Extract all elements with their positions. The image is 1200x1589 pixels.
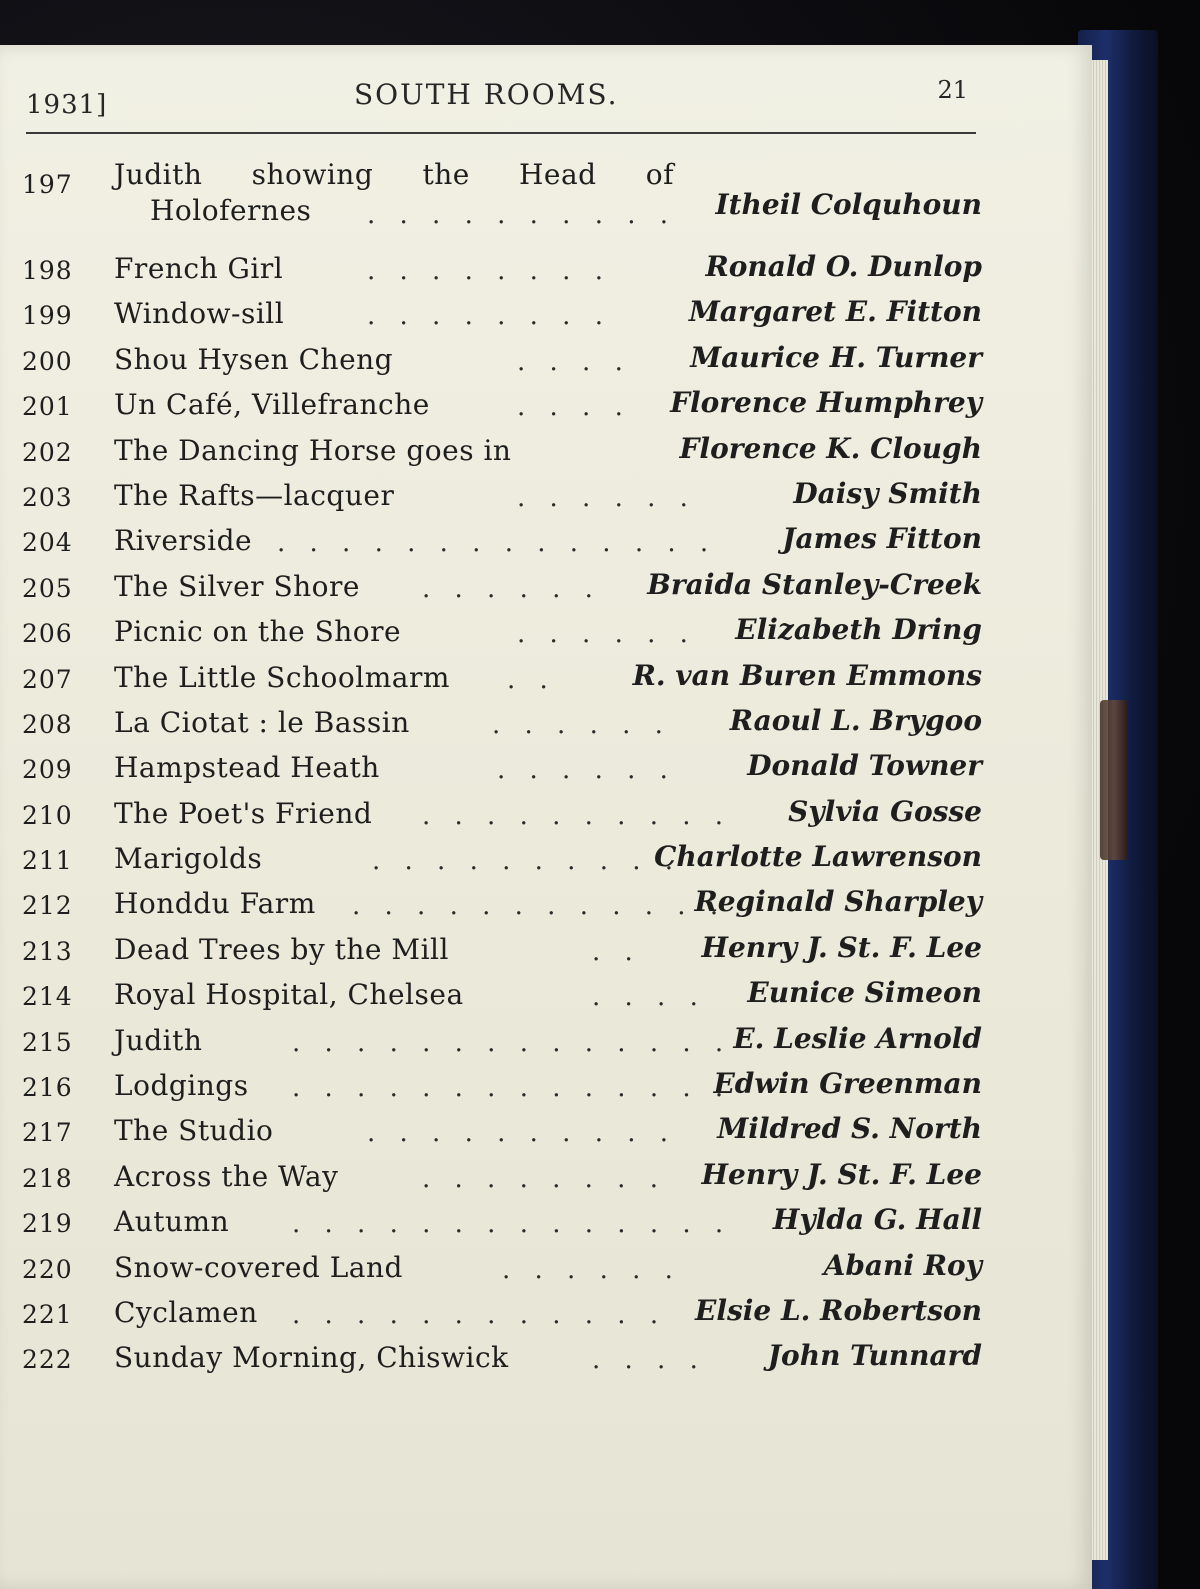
entry-artist: Ronald O. Dunlop <box>705 250 982 283</box>
entry-artist: Sylvia Gosse <box>788 794 982 828</box>
list-item <box>22 1292 982 1337</box>
list-item <box>22 1201 982 1246</box>
entry-title: Royal Hospital, Chelsea <box>114 978 464 1012</box>
entry-title: Judith showing the Head of <box>114 158 674 191</box>
dot-leaders: . . . . . . . . . . . . . . <box>292 1073 732 1104</box>
list-item <box>22 747 982 792</box>
dot-leaders: . . . . . . . . . . . . . . <box>292 1027 732 1058</box>
list-item <box>22 1247 982 1292</box>
entry-title: Window-sill <box>114 297 285 331</box>
list-item <box>22 883 982 928</box>
dot-leaders: . . . . . . . . . . <box>372 846 682 877</box>
entry-artist: Eunice Simeon <box>747 976 982 1010</box>
dot-leaders: . . . . . . . . . . <box>367 200 677 230</box>
dot-leaders: . . . . . . . . . . . . <box>352 891 727 922</box>
page-number: 21 <box>937 76 968 104</box>
list-item <box>22 974 982 1019</box>
entry-number: 197 <box>22 170 73 199</box>
entry-title-continued: Holofernes <box>150 194 312 227</box>
entry-number: 212 <box>22 891 73 921</box>
list-item <box>22 838 982 883</box>
list-item <box>22 1156 982 1201</box>
entry-number: 200 <box>22 346 73 376</box>
entry-number: 204 <box>22 528 73 558</box>
entry-artist: Elsie L. Robertson <box>695 1293 982 1327</box>
entry-number: 201 <box>22 392 73 422</box>
dot-leaders: . . . . . . . . . . . . . . <box>277 528 717 559</box>
entry-title: Lodgings <box>114 1069 249 1103</box>
list-item <box>22 158 982 248</box>
list-item <box>22 293 982 338</box>
entry-number: 202 <box>22 437 73 467</box>
entry-artist: Hylda G. Hall <box>772 1203 982 1237</box>
entry-number: 213 <box>22 936 73 966</box>
entry-number: 222 <box>22 1345 73 1375</box>
entry-title: Shou Hysen Cheng <box>114 342 394 376</box>
entry-title: Autumn <box>114 1205 230 1239</box>
dot-leaders: . . . . . . . . <box>422 1163 666 1194</box>
dot-leaders: . . . . . . <box>492 709 671 740</box>
entry-artist: Daisy Smith <box>793 476 982 510</box>
entry-artist: Mildred S. North <box>717 1112 982 1146</box>
dot-leaders: . . <box>507 664 556 695</box>
entry-title: The Silver Shore <box>114 569 360 603</box>
entry-number: 208 <box>22 709 73 739</box>
entry-title: Marigolds <box>114 842 263 876</box>
page-header <box>26 70 976 122</box>
list-item <box>22 384 982 429</box>
entry-artist: Maurice H. Turner <box>690 340 982 374</box>
entry-title: The Dancing Horse goes in <box>114 433 512 467</box>
list-item <box>22 702 982 747</box>
list-item <box>22 430 982 475</box>
dot-leaders: . . <box>592 936 641 967</box>
list-item <box>22 1110 982 1155</box>
entry-title: Sunday Morning, Chiswick <box>114 1341 509 1375</box>
entry-title: The Studio <box>114 1114 274 1148</box>
dot-leaders: . . . . . . . . <box>367 256 611 286</box>
entry-number: 211 <box>22 846 73 876</box>
list-item <box>22 248 982 293</box>
entry-number: 215 <box>22 1027 73 1057</box>
header-rule <box>26 132 976 134</box>
entry-title: The Poet's Friend <box>114 796 373 830</box>
book-clasp <box>1100 700 1128 860</box>
entry-number: 218 <box>22 1163 73 1193</box>
dot-leaders: . . . . . . <box>422 573 601 604</box>
entry-artist: Henry J. St. F. Lee <box>701 1157 982 1191</box>
entry-number: 209 <box>22 755 73 785</box>
dot-leaders: . . . . <box>517 346 631 377</box>
list-item <box>22 566 982 611</box>
list-item <box>22 611 982 656</box>
dot-leaders: . . . . . . <box>517 619 696 650</box>
list-item <box>22 929 982 974</box>
entry-title: French Girl <box>114 252 284 285</box>
entry-title: The Rafts—lacquer <box>114 478 395 512</box>
entry-artist: Reginald Sharpley <box>694 885 982 919</box>
entry-title: La Ciotat : le Bassin <box>114 705 410 739</box>
entry-number: 217 <box>22 1118 73 1148</box>
entry-title: Cyclamen <box>114 1295 258 1329</box>
list-item <box>22 657 982 702</box>
entry-artist: Florence Humphrey <box>670 386 982 420</box>
entry-title: Picnic on the Shore <box>114 615 402 649</box>
entry-title: Un Café, Villefranche <box>114 388 430 422</box>
entry-artist: R. van Buren Emmons <box>632 658 982 692</box>
dot-leaders: . . . . . . . . . . . . <box>292 1299 667 1330</box>
entry-title: Judith <box>114 1023 203 1057</box>
entry-number: 216 <box>22 1073 73 1103</box>
entry-artist: Margaret E. Fitton <box>688 295 982 329</box>
dot-leaders: . . . . <box>517 392 631 423</box>
entry-number: 198 <box>22 256 73 285</box>
list-item <box>22 1337 982 1382</box>
entry-artist: John Tunnard <box>767 1339 982 1373</box>
entry-artist: E. Leslie Arnold <box>733 1021 982 1055</box>
entry-title: The Little Schoolmarm <box>114 660 450 694</box>
list-item <box>22 520 982 565</box>
entry-artist: Edwin Greenman <box>713 1067 982 1101</box>
entry-artist: James Fitton <box>782 522 982 556</box>
entry-title: Riverside <box>114 524 253 558</box>
entry-title: Across the Way <box>114 1159 339 1193</box>
list-item <box>22 1065 982 1110</box>
entry-title: Snow-covered Land <box>114 1250 403 1284</box>
list-item <box>22 475 982 520</box>
entry-artist: Donald Towner <box>747 749 982 783</box>
entry-artist: Florence K. Clough <box>679 431 982 465</box>
entry-title: Hampstead Heath <box>114 751 380 785</box>
entry-artist: Charlotte Lawrenson <box>654 840 982 874</box>
list-item <box>22 339 982 384</box>
dot-leaders: . . . . <box>592 982 706 1013</box>
dot-leaders: . . . . . . <box>497 755 676 786</box>
entry-number: 219 <box>22 1209 73 1239</box>
entry-title: Dead Trees by the Mill <box>114 932 449 966</box>
entry-number: 205 <box>22 573 73 603</box>
list-item <box>22 793 982 838</box>
dot-leaders: . . . . <box>592 1345 706 1376</box>
dot-leaders: . . . . . . <box>502 1254 681 1285</box>
list-item <box>22 1020 982 1065</box>
dot-leaders: . . . . . . . . . . . . . . <box>292 1209 732 1240</box>
entry-list <box>22 158 982 1383</box>
entry-number: 220 <box>22 1254 73 1284</box>
dot-leaders: . . . . . . . . . . <box>422 800 732 831</box>
entry-number: 210 <box>22 800 73 830</box>
entry-artist: Henry J. St. F. Lee <box>701 930 982 964</box>
entry-number: 203 <box>22 482 73 512</box>
header-year: 1931] <box>26 90 108 120</box>
dot-leaders: . . . . . . . . <box>367 301 611 332</box>
section-title: SOUTH ROOMS. <box>354 78 619 111</box>
entry-number: 221 <box>22 1299 73 1329</box>
entry-artist: Raoul L. Brygoo <box>729 703 982 737</box>
entry-artist: Itheil Colquhoun <box>715 188 982 221</box>
entry-number: 206 <box>22 619 73 649</box>
entry-number: 199 <box>22 301 73 331</box>
dot-leaders: . . . . . . <box>517 482 696 513</box>
entry-artist: Elizabeth Dring <box>735 613 982 647</box>
dot-leaders: . . . . . . . . . . <box>367 1118 677 1149</box>
entry-artist: Abani Roy <box>823 1248 982 1282</box>
entry-title: Honddu Farm <box>114 887 316 921</box>
entry-artist: Braida Stanley-Creek <box>647 567 982 601</box>
entry-number: 207 <box>22 664 73 694</box>
entry-number: 214 <box>22 982 73 1012</box>
